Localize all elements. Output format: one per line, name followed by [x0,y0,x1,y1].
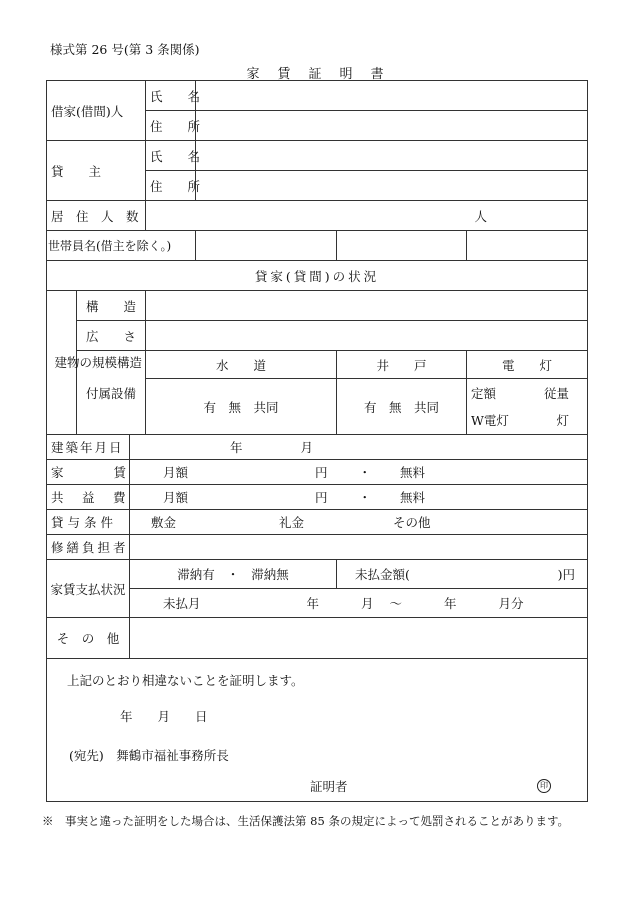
tenant-address-label: 住 所 [146,111,196,141]
unpaid-month-1: 月 [361,596,374,611]
unpaid-year-2: 年 [444,596,457,611]
structure-field[interactable] [146,291,588,321]
built-year: 年 [230,440,243,455]
certify-addressee: (宛先) 舞鶴市福祉事務所長 [69,748,229,763]
unpaid-amount-field[interactable] [337,560,588,589]
common-free: 無料 [400,490,426,505]
unpaid-month-label: 未払月 [163,596,201,611]
electric-label: 電 灯 [467,351,588,379]
structure-label: 構 造 [77,291,146,321]
lease-other: その他 [393,515,431,530]
electric-watt: W電灯 [471,413,509,429]
electric-fixed: 定額 [471,385,497,401]
household-field-2[interactable] [337,231,467,261]
certify-statement: 上記のとおり相違ないことを証明します。 [67,673,304,688]
household-field-3[interactable] [467,231,588,261]
residents-label: 居 住 人 数 [47,201,146,231]
footnote: ※ 事実と違った証明をした場合は、生活保護法第 85 条の規定によって処罰されることがあります。 [42,814,570,828]
tenant-address-field[interactable] [196,111,588,141]
unpaid-tilde: 〜 [389,596,403,611]
arrears-yes[interactable]: 滞納有 [177,567,215,582]
lease-key-money: 礼金 [279,515,305,530]
rent-label: 家 賃 [47,460,130,485]
built-field[interactable] [130,435,588,460]
electric-watt-row [467,407,588,435]
rent-monthly: 月額 [163,465,189,480]
unpaid-amount-label: 未払金額( [355,567,410,582]
unpaid-year-1: 年 [306,596,320,611]
rent-yen: 円 [315,465,328,480]
water-options: 有 無 共同 [146,379,337,435]
water-label: 水 道 [146,351,337,379]
repair-field[interactable] [130,535,588,560]
lease-field[interactable] [130,510,588,535]
form-number: 様式第 26 号(第 3 条関係) [50,42,200,57]
arrears-dot: ・ [226,567,240,582]
common-yen: 円 [315,490,328,505]
landlord-label: 貸 主 [47,141,146,201]
unpaid-month-portion: 月分 [498,596,524,611]
payment-label: 家賃支払状況 [47,560,130,618]
common-fee-field[interactable] [130,485,588,510]
unpaid-month-field[interactable] [130,589,588,618]
common-dot: ・ [358,490,372,505]
building-label-text: 建物の規模構造 [54,355,143,370]
seal-icon: 印 [537,779,551,793]
repair-label: 修繕負担者 [47,535,130,560]
unpaid-amount-close: )円 [557,567,576,582]
tenant-name-label: 氏 名 [146,81,196,111]
well-options: 有 無 共同 [337,379,467,435]
rent-dot: ・ [358,465,372,480]
household-label: 世帯員名(借主を除く。) [47,231,196,261]
page-title: 家賃証明書 [246,67,402,82]
lease-deposit: 敷金 [151,515,177,530]
certifier-label: 証明者 [310,779,348,794]
rent-field[interactable] [130,460,588,485]
rent-certificate-table [46,80,588,802]
common-fee-label: 共 益 費 [47,485,130,510]
electric-metered: 従量 [544,385,570,401]
other-field[interactable] [130,618,588,659]
electric-lamp: 灯 [556,413,570,429]
certification-area [47,659,588,802]
seal-mark [537,776,551,793]
built-month: 月 [300,440,314,455]
rent-free: 無料 [400,465,426,480]
electric-type-row [467,379,588,407]
arrears-field [130,560,337,589]
residents-unit: 人 [146,201,588,231]
lease-label: 貸与条件 [47,510,130,535]
landlord-name-label: 氏 名 [146,141,196,171]
built-label: 建築年月日 [47,435,130,460]
landlord-address-label: 住 所 [146,171,196,201]
condition-header: 貸家(貸間)の状況 [47,261,588,291]
certify-date[interactable]: 年 月 日 [120,709,208,724]
common-monthly: 月額 [163,490,189,505]
other-label: そ の 他 [47,618,130,659]
area-field[interactable] [146,321,588,351]
arrears-no[interactable]: 滞納無 [251,567,289,582]
household-field-1[interactable] [196,231,337,261]
landlord-name-field[interactable] [196,141,588,171]
tenant-label: 借家(借間)人 [47,81,146,141]
well-label: 井 戸 [337,351,467,379]
facilities-label: 付属設備 [77,351,146,435]
area-label: 広 さ [77,321,146,351]
landlord-address-field[interactable] [196,171,588,201]
tenant-name-field[interactable] [196,81,588,111]
